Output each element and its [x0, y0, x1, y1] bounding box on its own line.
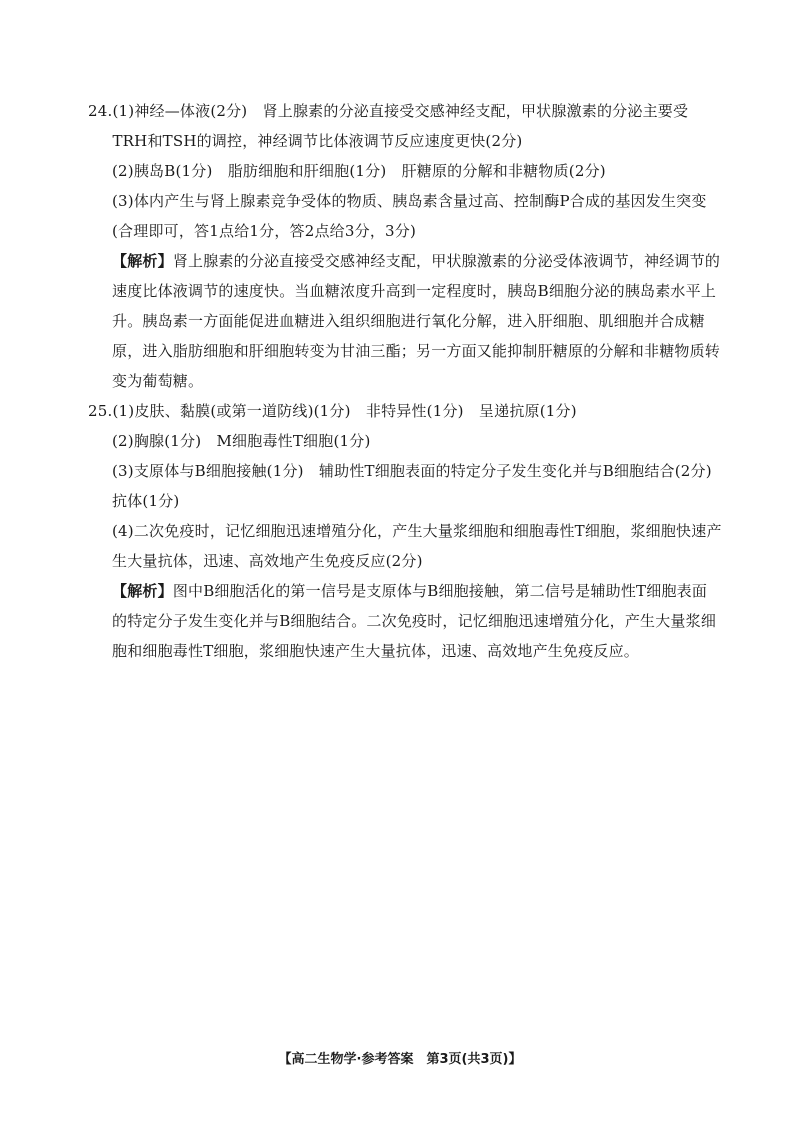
page-footer: 【高二生物学·参考答案 第3页(共3页)】: [278, 1052, 522, 1067]
answer-part: (4)二次免疫时，记忆细胞迅速增殖分化，产生大量浆细胞和细胞毒性T细胞，浆细胞快速产生大量抗体，迅速、高效地产生免疫反应(2分): [112, 522, 722, 570]
question-25-first: [88, 396, 722, 426]
answer-content: [88, 96, 727, 666]
question-24: [88, 96, 722, 396]
analysis-paragraph: [88, 576, 722, 666]
answer-part: (1)神经—体液(2分) 肾上腺素的分泌直接受交感神经支配，甲状腺激素的分泌主要受TRH和TSH的调控，神经调节比体液调节反应速度更快(2分): [112, 102, 689, 150]
question-24-first: [88, 96, 722, 156]
answer-part: (3)体内产生与肾上腺素竞争受体的物质、胰岛素含量过高、控制酶P合成的基因发生突变(合理即可，答1点给1分，答2点给3分，3分): [112, 192, 707, 240]
analysis-label: 【解析】: [112, 582, 173, 600]
analysis-paragraph: [88, 246, 722, 396]
answer-part: (3)支原体与B细胞接触(1分) 辅助性T细胞表面的特定分子发生变化并与B细胞结合(2分) 抗体(1分): [112, 462, 727, 510]
question-number: 25.: [88, 402, 113, 420]
answer-part: (2)胰岛B(1分) 脂肪细胞和肝细胞(1分) 肝糖原的分解和非糖物质(2分): [112, 162, 606, 180]
question-25: [88, 396, 727, 666]
analysis-text: 图中B细胞活化的第一信号是支原体与B细胞接触，第二信号是辅助性T细胞表面的特定分子发生变化并与B细胞结合。二次免疫时，记忆细胞迅速增殖分化，产生大量浆细胞和细胞毒性T细胞，浆细胞快速产生大量抗体，迅速、高效地产生免疫反应。: [112, 582, 717, 660]
analysis-label: 【解析】: [112, 252, 173, 270]
answer-part: (2)胸腺(1分) M细胞毒性T细胞(1分): [112, 432, 371, 450]
answer-part: (1)皮肤、黏膜(或第一道防线)(1分) 非特异性(1分) 呈递抗原(1分): [112, 402, 577, 420]
analysis-text: 肾上腺素的分泌直接受交感神经支配，甲状腺激素的分泌受体液调节，神经调节的速度比体液调节的速度快。当血糖浓度升高到一定程度时，胰岛B细胞分泌的胰岛素水平上升。胰岛素一方面能促进血糖进入组织细胞进行氧化分解，进入肝细胞、肌细胞并合成糖原，进入脂肪细胞和肝细胞转变为甘油三酯；另一方面又能抑制肝糖原的分解和非糖物质转变为葡萄糖。: [112, 252, 721, 390]
question-number: 24.: [88, 102, 113, 120]
